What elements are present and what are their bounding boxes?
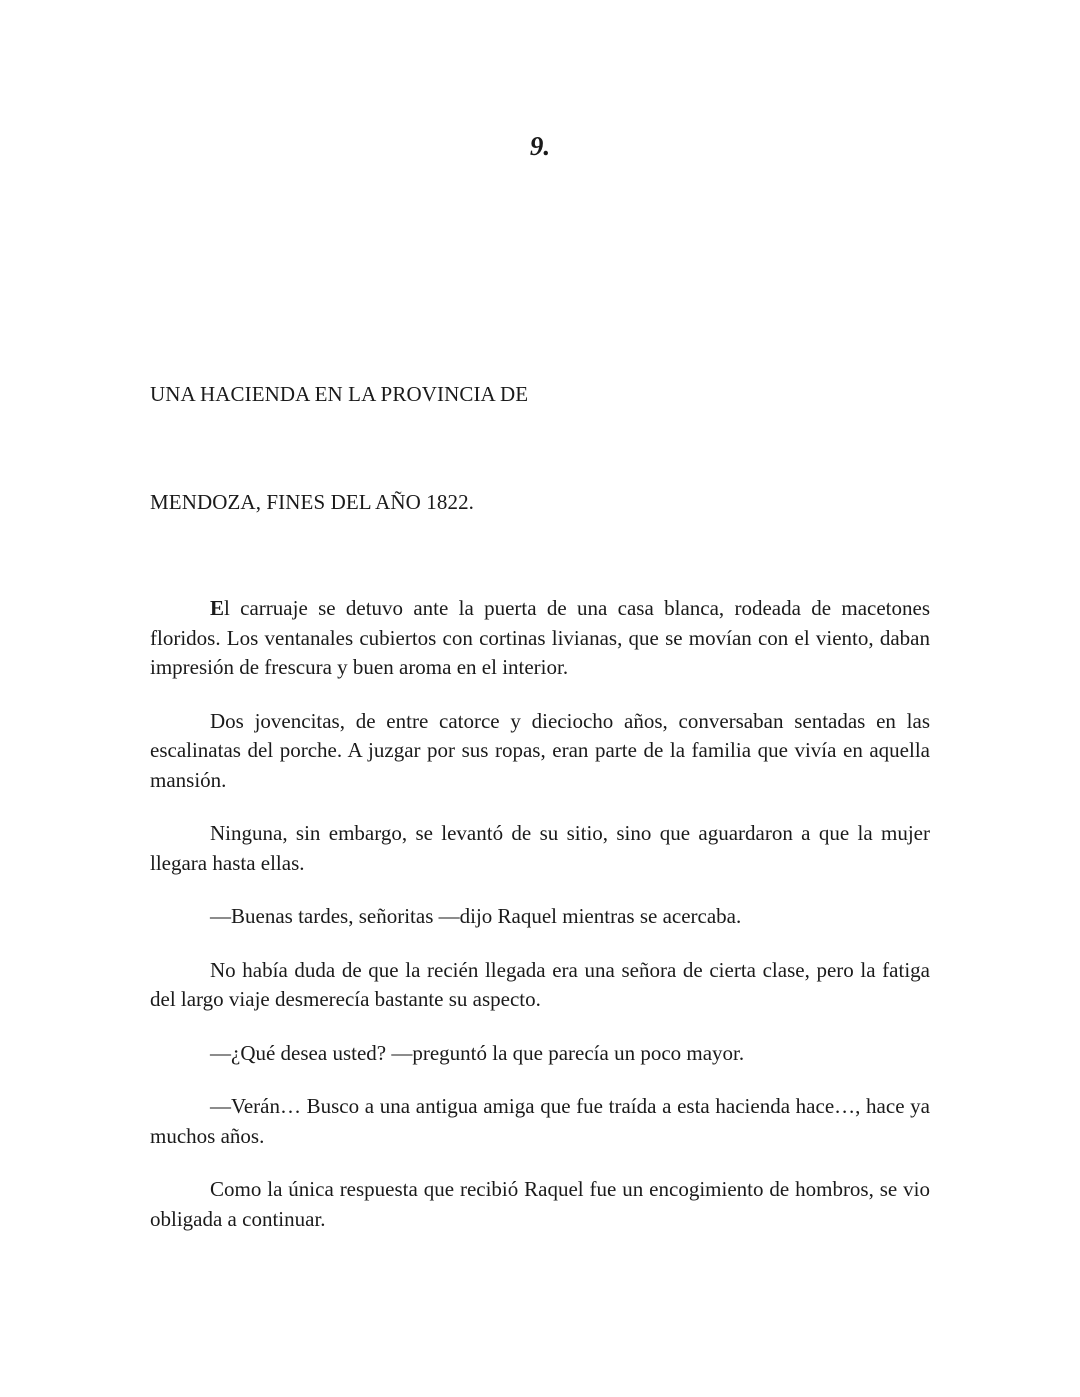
paragraph-text: l carruaje se detuvo ante la puerta de una casa blanca, rodeada de macetones floridos. Los ventanales cubiertos con cortinas livianas, que se movían con el viento, daban impresión de frescura y buen aroma en el interior. (150, 596, 930, 679)
paragraph-3: Ninguna, sin embargo, se levantó de su sitio, sino que aguardaron a que la mujer llegara hasta ellas. (150, 821, 930, 875)
chapter-number: 9. (529, 131, 551, 161)
chapter-heading-line-1: UNA HACIENDA EN LA PROVINCIA DE (150, 382, 529, 406)
paragraph-5: No había duda de que la recién llegada era una señora de cierta clase, pero la fatiga del largo viaje desmerecía bastante su aspecto. (150, 957, 930, 1011)
paragraph-8: Como la única respuesta que recibió Raquel fue un encogimiento de hombros, se vio obligada a continuar. (150, 1177, 930, 1231)
paragraph-1 (150, 594, 930, 683)
paragraph-4-dialogue: —Buenas tardes, señoritas —dijo Raquel mientras se acercaba. (210, 904, 742, 928)
paragraph-7-dialogue: —Verán… Busco a una antigua amiga que fue traída a esta hacienda hace…, hace ya muchos años. (150, 1094, 930, 1148)
paragraph-6-dialogue: —¿Qué desea usted? —preguntó la que parecía un poco mayor. (210, 1040, 745, 1065)
chapter-body (150, 594, 930, 1258)
paragraph-initial-letter: E (210, 596, 225, 620)
chapter-heading-line-2: MENDOZA, FINES DEL AÑO 1822. (150, 490, 475, 514)
paragraph-2: Dos jovencitas, de entre catorce y dieciocho años, conversaban sentadas en las escalinatas del porche. A juzgar por sus ropas, eran parte de la familia que vivía en aquella mansión. (150, 708, 930, 792)
